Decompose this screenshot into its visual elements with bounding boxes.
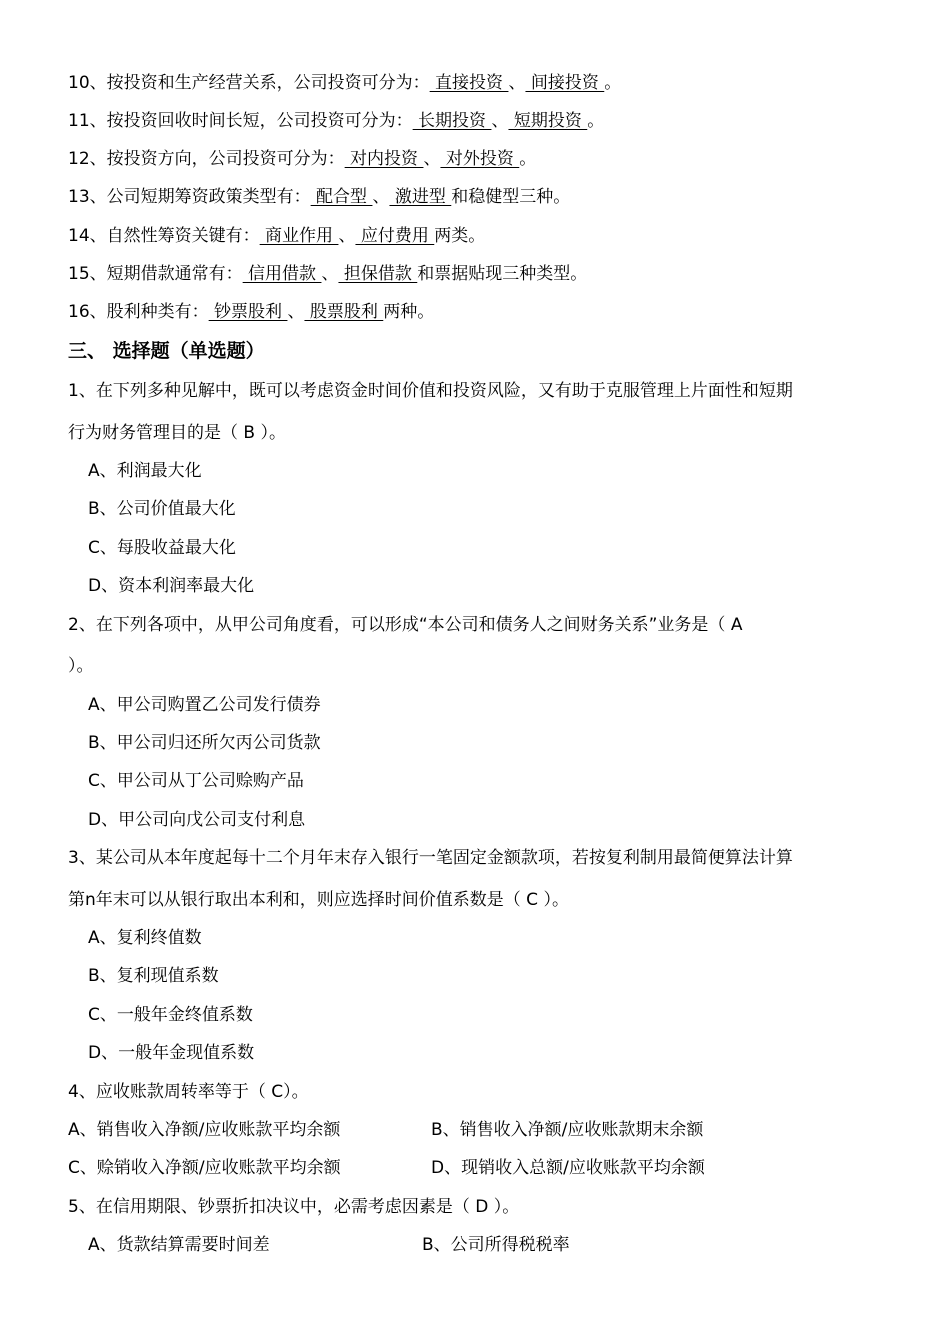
- question-2-text-cont: ）。: [68, 656, 94, 676]
- separator: 、: [491, 111, 509, 131]
- fill-in-item-11: [68, 109, 604, 133]
- fill-in-item-10: [68, 71, 621, 95]
- fill-in-item-12: [68, 147, 536, 171]
- item-suffix: 和稳健型三种。: [451, 187, 571, 207]
- question-2-option-b: B、甲公司归还所欠丙公司货款: [88, 733, 321, 753]
- item-text: 14、自然性筹资关键有：: [68, 226, 260, 246]
- answer-blank: 对内投资: [344, 149, 424, 169]
- answer-blank: 配合型: [310, 187, 373, 207]
- question-5-option-b: B、公司所得税税率: [422, 1235, 570, 1255]
- question-2-text: 2、在下列各项中，从甲公司角度看，可以形成“本公司和债务人之间财务关系”业务是（ A: [68, 615, 743, 635]
- question-5-text: 5、在信用期限、钞票折扣决议中，必需考虑因素是（ D ）。: [68, 1197, 520, 1217]
- fill-in-item-13: [68, 185, 570, 209]
- question-2-option-c: C、甲公司从丁公司赊购产品: [88, 771, 304, 791]
- item-text: 10、按投资和生产经营关系，公司投资可分为：: [68, 73, 430, 93]
- answer-blank: 应付费用: [355, 226, 435, 246]
- answer-blank: 商业作用: [259, 226, 339, 246]
- question-3-option-c: C、一般年金终值系数: [88, 1005, 253, 1025]
- answer-blank: 间接投资: [525, 73, 605, 93]
- item-text: 16、股利种类有：: [68, 302, 209, 322]
- item-text: 15、短期借款通常有：: [68, 264, 243, 284]
- question-4-option-d: D、现销收入总额/应收账款平均余额: [431, 1158, 705, 1178]
- separator: 、: [423, 149, 441, 169]
- item-suffix: 两种。: [383, 302, 435, 322]
- answer-blank: 对外投资: [440, 149, 520, 169]
- separator: 、: [287, 302, 305, 322]
- separator: 、: [321, 264, 339, 284]
- question-3-option-b: B、复利现值系数: [88, 966, 219, 986]
- question-3-option-a: A、复利终值数: [88, 928, 202, 948]
- answer-blank: 直接投资: [429, 73, 509, 93]
- question-4-option-a: A、销售收入净额/应收账款平均余额: [68, 1120, 341, 1140]
- question-2-option-a: A、甲公司购置乙公司发行债券: [88, 695, 321, 715]
- separator: 、: [338, 226, 356, 246]
- question-4-option-b: B、销售收入净额/应收账款期末余额: [431, 1120, 704, 1140]
- question-1-option-b: B、公司价值最大化: [88, 499, 236, 519]
- question-3-text: 3、某公司从本年度起每十二个月年末存入银行一笔固定金额款项，若按复利制用最简便算法计算: [68, 848, 793, 868]
- fill-in-item-14: [68, 224, 485, 248]
- item-suffix: 。: [519, 149, 537, 169]
- answer-blank: 股票股利: [304, 302, 384, 322]
- question-3-text-cont: 第n年末可以从银行取出本利和，则应选择时间价值系数是（ C ）。: [68, 890, 569, 910]
- item-suffix: 和票据贴现三种类型。: [417, 264, 588, 284]
- answer-blank: 短期投资: [508, 111, 588, 131]
- item-suffix: 两类。: [434, 226, 486, 246]
- item-text: 11、按投资回收时间长短，公司投资可分为：: [68, 111, 413, 131]
- question-1-option-c: C、每股收益最大化: [88, 538, 236, 558]
- separator: 、: [508, 73, 526, 93]
- answer-blank: 长期投资: [412, 111, 492, 131]
- question-4-option-c: C、赊销收入净额/应收账款平均余额: [68, 1158, 341, 1178]
- answer-blank: 担保借款: [338, 264, 418, 284]
- question-1-option-a: A、利润最大化: [88, 461, 202, 481]
- question-1-option-d: D、资本利润率最大化: [88, 576, 255, 596]
- item-text: 13、公司短期筹资政策类型有：: [68, 187, 311, 207]
- question-4-text: 4、应收账款周转率等于（ C）。: [68, 1082, 309, 1102]
- fill-in-item-15: [68, 262, 587, 286]
- question-1-text-cont: 行为财务管理目的是（ B ）。: [68, 423, 286, 443]
- item-text: 12、按投资方向，公司投资可分为：: [68, 149, 345, 169]
- question-3-option-d: D、一般年金现值系数: [88, 1043, 255, 1063]
- fill-in-item-16: [68, 300, 434, 324]
- question-5-option-a: A、货款结算需要时间差: [88, 1235, 270, 1255]
- item-suffix: 。: [604, 73, 622, 93]
- question-2-option-d: D、甲公司向戊公司支付利息: [88, 810, 306, 830]
- answer-blank: 钞票股利: [208, 302, 288, 322]
- separator: 、: [372, 187, 390, 207]
- question-1-text: 1、在下列多种见解中，既可以考虑资金时间价值和投资风险，又有助于克服管理上片面性和短期: [68, 381, 793, 401]
- section-title: 三、 选择题（单选题）: [68, 340, 265, 362]
- item-suffix: 。: [587, 111, 605, 131]
- answer-blank: 激进型: [389, 187, 452, 207]
- answer-blank: 信用借款: [242, 264, 322, 284]
